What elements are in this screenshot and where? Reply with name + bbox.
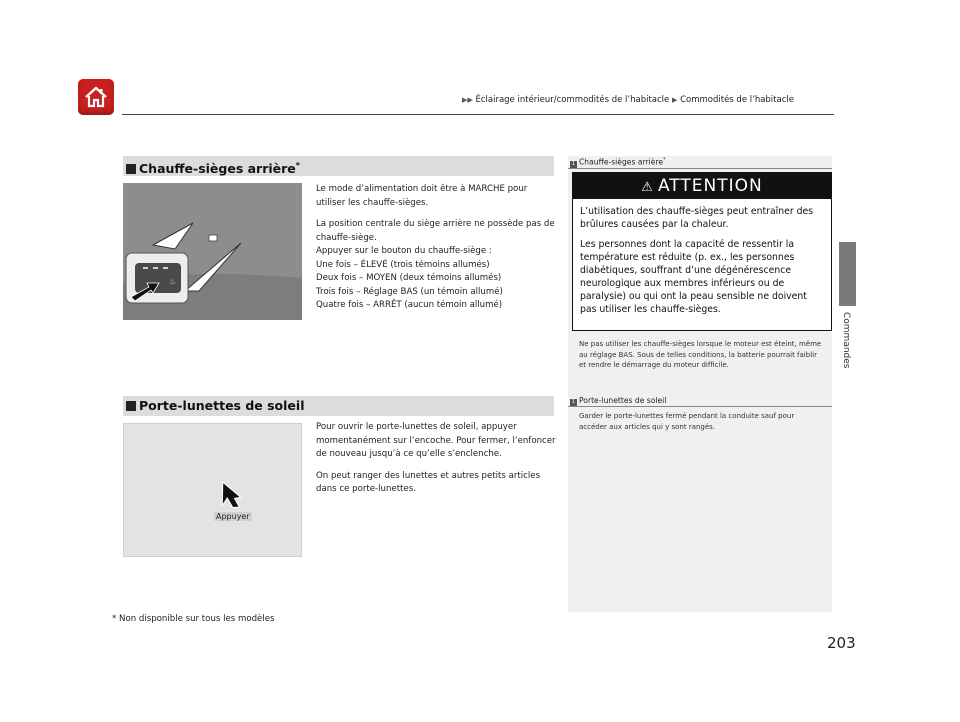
note1-title <box>570 157 666 168</box>
warning-triangle-icon: ⚠ <box>641 180 654 195</box>
home-button[interactable] <box>78 79 114 115</box>
section1-line-4: Deux fois – MOYEN (deux témoins allumés) <box>316 273 502 283</box>
warning-title: ATTENTION <box>657 176 763 196</box>
seat-heater-button-illustration <box>123 183 302 320</box>
press-label: Appuyer <box>216 512 250 521</box>
note2-title <box>570 396 666 406</box>
breadcrumb <box>462 95 794 105</box>
section1-line-6: Quatre fois – ARRÊT (aucun témoin allumé) <box>316 300 503 310</box>
section2-body <box>316 421 556 505</box>
warning-para1: L’utilisation des chauffe-sièges peut entraîner des brûlures causées par la chaleur. <box>580 206 814 230</box>
note-badge-icon: 1 <box>571 399 576 405</box>
note2-text: Garder le porte-lunettes fermé pendant la conduite sauf pour accéder aux articles qui y sont rangés. <box>579 412 795 431</box>
section2-para1: Pour ouvrir le porte-lunettes de soleil, appuyer momentanément sur l’encoche. Pour fermer, l’enfoncer de nouveau jusqu’à ce qu’elle s’enclenche. <box>316 422 556 459</box>
note-badge-icon: 1 <box>571 160 576 167</box>
section-title: Porte-lunettes de soleil <box>139 398 305 413</box>
side-tab-label: Commandes <box>841 312 851 369</box>
section-square-icon <box>126 164 136 174</box>
section2-para2: On peut ranger des lunettes et autres petits articles dans ce porte-lunettes. <box>316 470 541 494</box>
note2-title-text: Porte-lunettes de soleil <box>579 396 667 405</box>
footnote-mark: * <box>663 157 666 163</box>
section-header-sunglasses-holder <box>123 396 554 416</box>
svg-text:♨: ♨ <box>169 277 177 286</box>
page-number: 203 <box>827 634 856 652</box>
note2-rule <box>568 406 832 407</box>
warning-header <box>573 173 831 199</box>
footnote: * Non disponible sur tous les modèles <box>112 614 275 624</box>
note1-title-text: Chauffe-sièges arrière <box>579 157 663 167</box>
warning-text <box>580 205 826 323</box>
breadcrumb-arrow-icon: ▶ <box>671 96 678 104</box>
section1-line-1: La position centrale du siège arrière ne possède pas de chauffe-siège. <box>316 219 555 243</box>
section1-line-3: Une fois – ÉLEVÉ (trois témoins allumés) <box>316 259 490 270</box>
breadcrumb-arrow-icon: ▶▶ <box>462 96 473 104</box>
warning-box <box>572 172 832 331</box>
section1-line-5: Trois fois – Réglage BAS (un témoin allumé) <box>316 286 503 297</box>
note1-text: Ne pas utiliser les chauffe-sièges lorsque le moteur est éteint, même au réglage BAS. Sous de telles conditions, la batterie pourrait faiblir et rendre le démarrage du moteur difficile. <box>579 340 822 369</box>
section1-line-2: Appuyer sur le bouton du chauffe-siège : <box>316 246 492 256</box>
section-header-rear-seat-heaters <box>123 156 554 176</box>
footnote-mark: * <box>295 161 300 170</box>
section1-para1: Le mode d’alimentation doit être à MARCHE pour utiliser les chauffe-sièges. <box>316 184 528 208</box>
section-square-icon <box>126 401 136 411</box>
home-icon <box>83 84 109 110</box>
side-tab[interactable] <box>839 242 856 306</box>
warning-para2: Les personnes dont la capacité de ressentir la température est réduite (p. ex., les personnes diabétiques, souffrant d’une dégénérescence neurologique aux membres inférieurs ou de paralysie) ou qui ont la peau sensible ne doivent pas utiliser les chauffe-sièges. <box>580 239 807 315</box>
section1-body <box>316 183 556 313</box>
header-rule <box>122 114 834 115</box>
breadcrumb-item-1[interactable]: Éclairage intérieur/commodités de l’habitacle <box>475 95 670 105</box>
section-title: Chauffe-sièges arrière <box>139 161 296 177</box>
breadcrumb-item-2[interactable]: Commodités de l’habitacle <box>680 95 794 105</box>
note1-rule <box>568 168 832 169</box>
sunglasses-holder-illustration <box>123 423 302 557</box>
